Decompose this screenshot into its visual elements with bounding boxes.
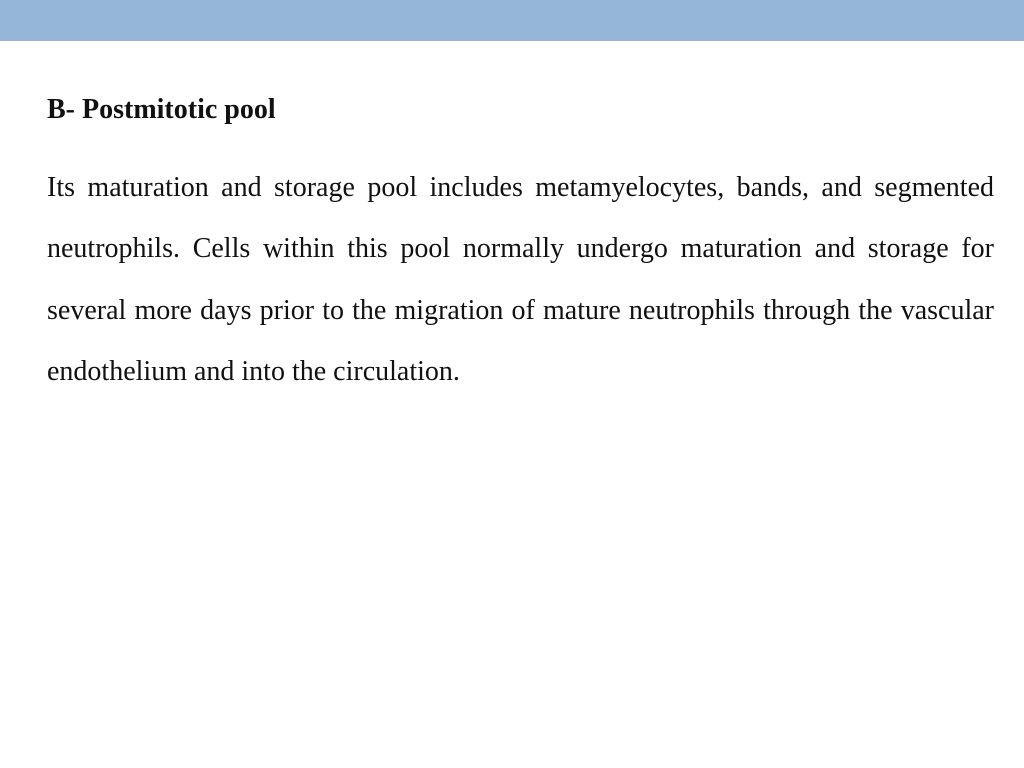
section-heading: B- Postmitotic pool <box>47 94 276 125</box>
body-paragraph: Its maturation and storage pool includes metamyelocytes, bands, and segmented neutrophils. Cells within this pool normally undergo maturation and storage for several more days prior to the migration of mature neutrophils through the vascular endothelium and into the circulation. <box>47 172 994 387</box>
top-accent-bar <box>0 0 1024 41</box>
slide-content <box>47 88 994 402</box>
